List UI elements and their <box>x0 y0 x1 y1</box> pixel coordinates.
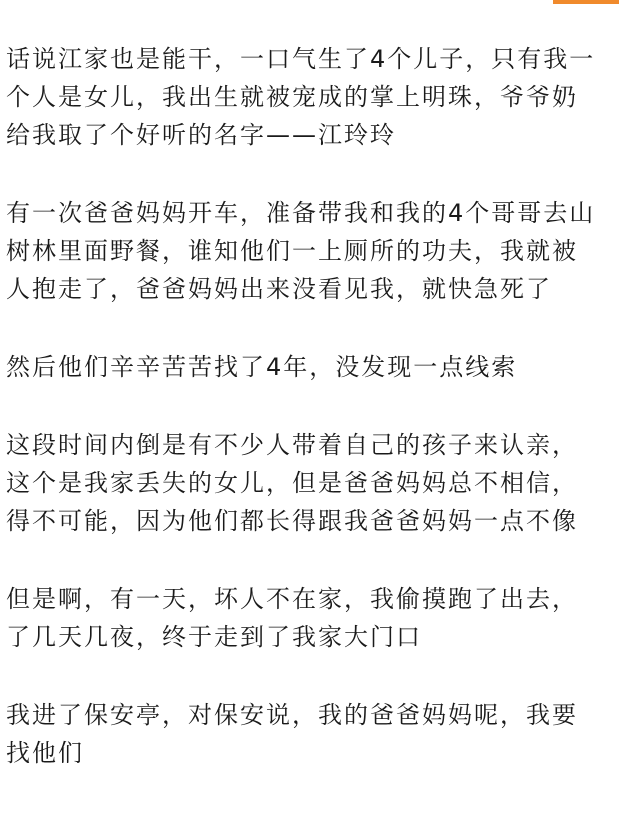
paragraph-3 <box>6 348 619 386</box>
text-line: 这个是我家丢失的女儿，但是爸爸妈妈总不相信， <box>6 469 578 497</box>
paragraph-6 <box>6 696 619 772</box>
text-line: 然后他们辛辛苦苦找了4年，没发现一点线索 <box>6 353 518 381</box>
text-line: 找他们 <box>6 739 84 767</box>
text-line: 了几天几夜，终于走到了我家大门口 <box>6 623 422 651</box>
text-line: 这段时间内倒是有不少人带着自己的孩子来认亲， <box>6 431 578 459</box>
paragraph-1 <box>6 40 619 154</box>
text-line: 我进了保安亭，对保安说，我的爸爸妈妈呢，我要 <box>6 701 578 729</box>
story-text <box>6 40 619 812</box>
text-line: 得不可能，因为他们都长得跟我爸爸妈妈一点不像 <box>6 507 578 535</box>
paragraph-2 <box>6 194 619 308</box>
text-line: 但是啊，有一天，坏人不在家，我偷摸跑了出去， <box>6 585 578 613</box>
text-line: 人抱走了，爸爸妈妈出来没看见我，就快急死了 <box>6 275 552 303</box>
text-line: 个人是女儿，我出生就被宠成的掌上明珠，爷爷奶 <box>6 83 578 111</box>
accent-bar <box>553 0 619 4</box>
paragraph-4 <box>6 426 619 540</box>
text-line: 给我取了个好听的名字——江玲玲 <box>6 121 396 149</box>
paragraph-5 <box>6 580 619 656</box>
text-line: 话说江家也是能干，一口气生了4个儿子，只有我一 <box>6 45 596 73</box>
text-line: 树林里面野餐，谁知他们一上厕所的功夫，我就被 <box>6 237 578 265</box>
text-line: 有一次爸爸妈妈开车，准备带我和我的4个哥哥去山 <box>6 199 596 227</box>
